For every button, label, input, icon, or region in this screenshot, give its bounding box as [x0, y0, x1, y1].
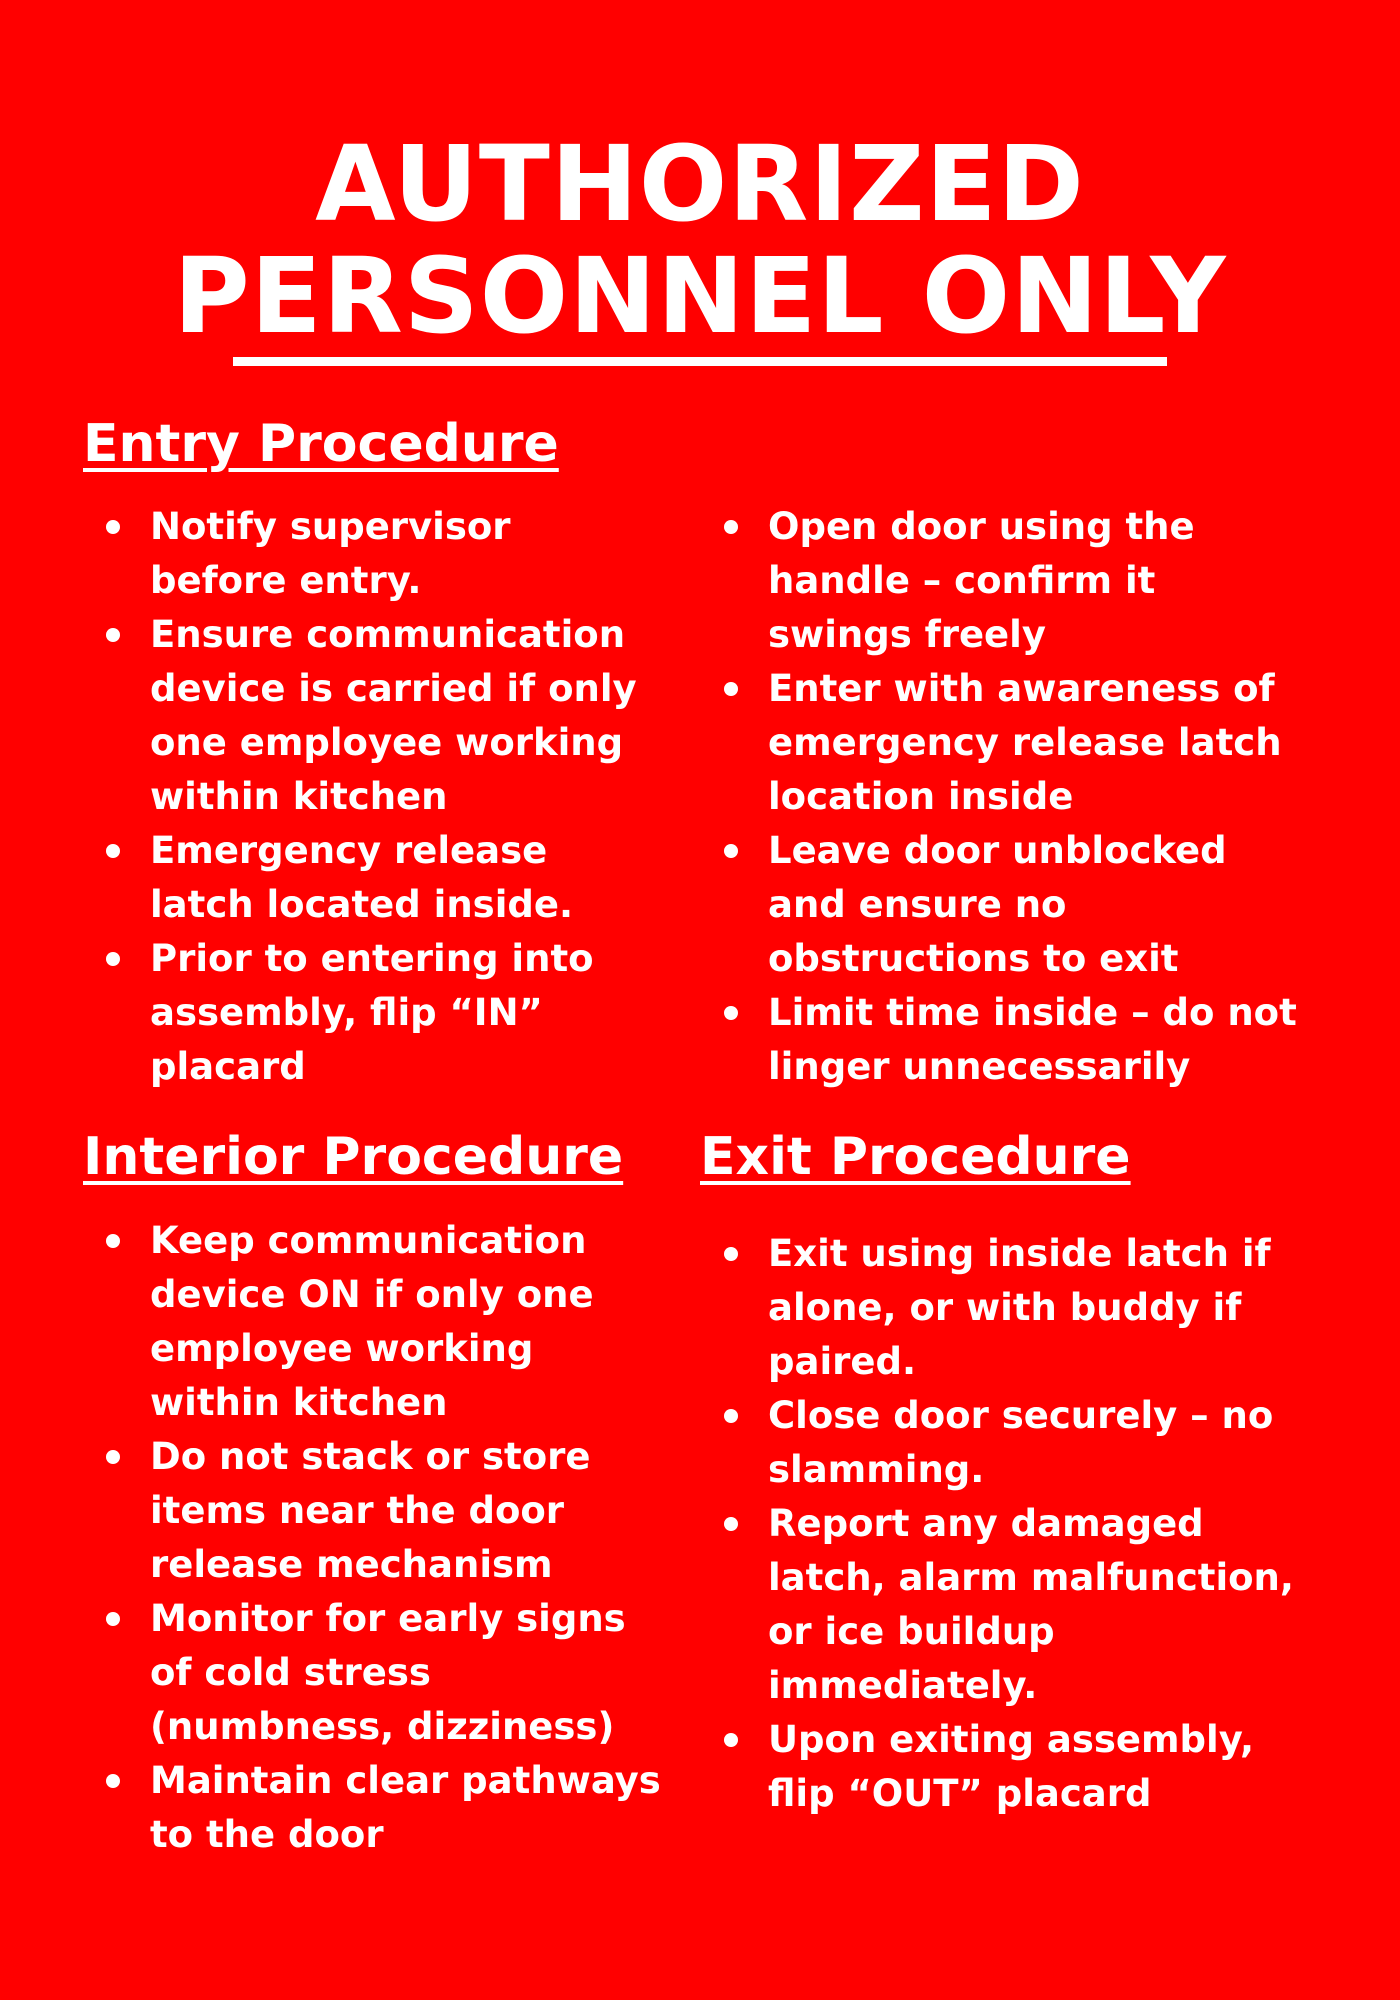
bullet-icon — [724, 1409, 738, 1423]
bullet-icon — [106, 1450, 120, 1464]
list-item — [701, 986, 1301, 1094]
list-item-text: Notify supervisor before entry. — [150, 505, 511, 602]
bullet-icon — [106, 1234, 120, 1248]
list-item-text: Maintain clear pathways to the door — [150, 1759, 661, 1856]
bullet-icon — [106, 1612, 120, 1626]
list-item-text: Keep communication device ON if only one employee working within kitchen — [150, 1219, 594, 1424]
bullet-icon — [724, 844, 738, 858]
list-item-text: Close door securely – no slamming. — [768, 1394, 1274, 1491]
bullet-icon — [106, 520, 120, 534]
interior-procedure-heading: Interior Procedure — [83, 1127, 624, 1187]
list-item — [701, 824, 1301, 986]
list-item — [83, 824, 643, 932]
entry-procedure-list-left — [83, 500, 643, 1094]
list-item-text: Do not stack or store items near the door release mechanism — [150, 1435, 591, 1586]
list-item — [83, 1754, 663, 1862]
bullet-icon — [106, 844, 120, 858]
list-item-text: Exit using inside latch if alone, or with buddy if paired. — [768, 1232, 1271, 1383]
interior-procedure-list — [83, 1214, 663, 1862]
list-item — [701, 1389, 1301, 1497]
bullet-icon — [106, 952, 120, 966]
list-item — [83, 608, 643, 824]
list-item — [83, 1592, 663, 1754]
list-item — [701, 500, 1301, 662]
bullet-icon — [724, 1517, 738, 1531]
bullet-icon — [724, 520, 738, 534]
list-item-text: Report any damaged latch, alarm malfunction, or ice buildup immediately. — [768, 1502, 1294, 1707]
exit-procedure-list — [701, 1227, 1301, 1821]
entry-procedure-heading: Entry Procedure — [83, 414, 559, 474]
list-item-text: Enter with awareness of emergency release latch location inside — [768, 667, 1282, 818]
list-item-text: Prior to entering into assembly, flip “IN” placard — [150, 937, 594, 1088]
title-underline-divider — [233, 357, 1167, 366]
list-item — [83, 932, 643, 1094]
list-item-text: Monitor for early signs of cold stress (numbness, dizziness) — [150, 1597, 626, 1748]
list-item — [701, 1497, 1301, 1713]
list-item — [83, 1430, 663, 1592]
list-item-text: Leave door unblocked and ensure no obstructions to exit — [768, 829, 1227, 980]
bullet-icon — [106, 628, 120, 642]
list-item-text: Limit time inside – do not linger unnecessarily — [768, 991, 1297, 1088]
bullet-icon — [724, 1247, 738, 1261]
list-item-text: Ensure communication device is carried if only one employee working within kitchen — [150, 613, 637, 818]
list-item — [701, 662, 1301, 824]
bullet-icon — [724, 1006, 738, 1020]
list-item — [83, 1214, 663, 1430]
list-item — [701, 1713, 1301, 1821]
bullet-icon — [724, 1733, 738, 1747]
list-item-text: Upon exiting assembly, flip “OUT” placard — [768, 1718, 1255, 1815]
list-item-text: Open door using the handle – confirm it swings freely — [768, 505, 1195, 656]
bullet-icon — [724, 682, 738, 696]
list-item — [83, 500, 643, 608]
list-item — [701, 1227, 1301, 1389]
page-title-line-2: PERSONNEL ONLY — [173, 235, 1227, 357]
entry-procedure-list-right — [701, 500, 1301, 1094]
exit-procedure-heading: Exit Procedure — [700, 1127, 1131, 1187]
bullet-icon — [106, 1774, 120, 1788]
list-item-text: Emergency release latch located inside. — [150, 829, 574, 926]
page-title-line-1: AUTHORIZED — [315, 123, 1085, 245]
